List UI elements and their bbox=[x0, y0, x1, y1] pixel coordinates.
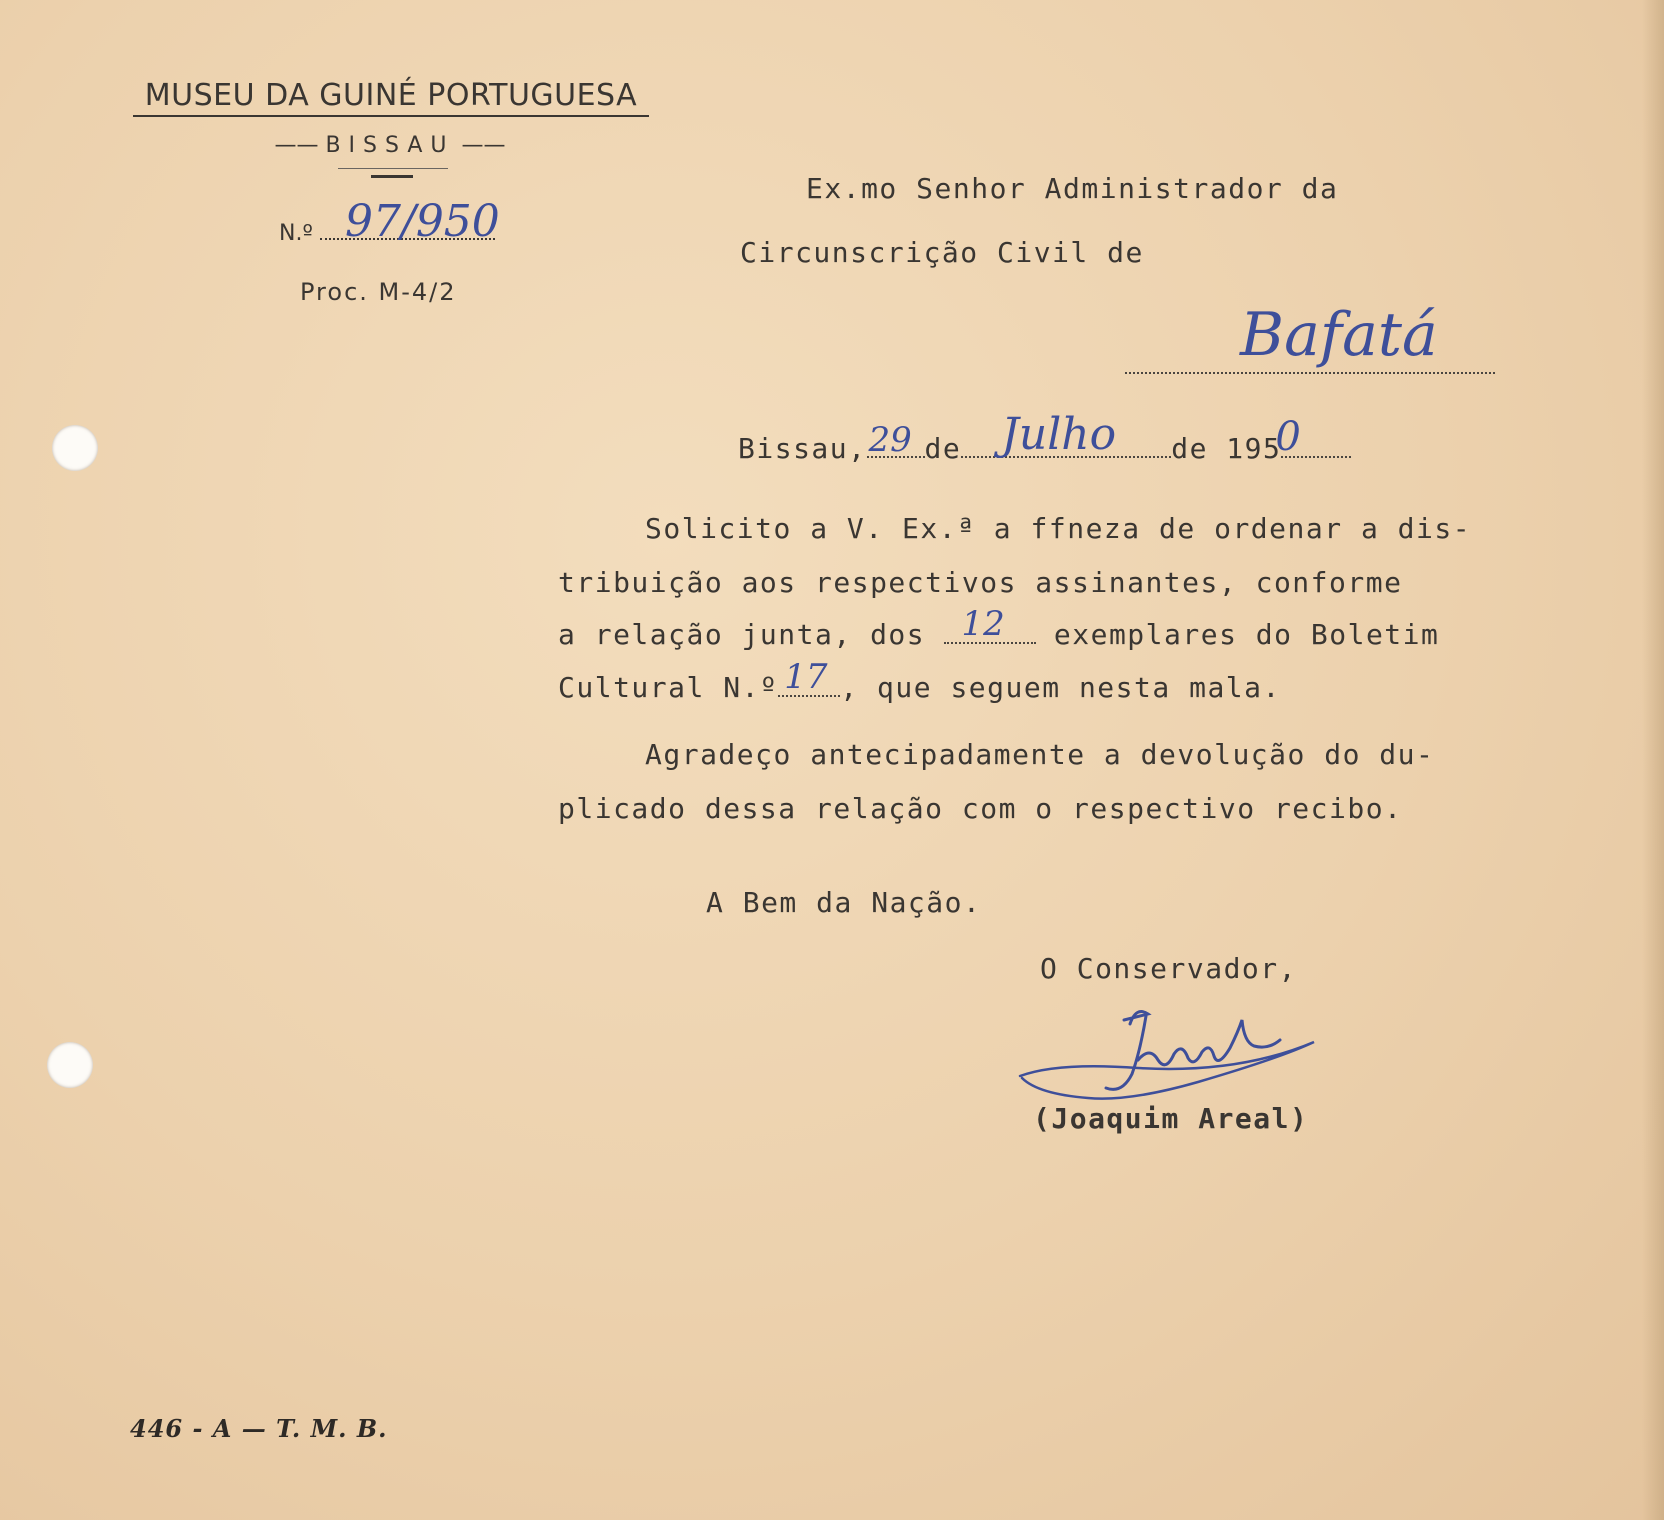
punch-hole-bottom bbox=[47, 1042, 93, 1088]
date-year-handwritten: 0 bbox=[1275, 414, 1301, 460]
copies-count-handwritten: 12 bbox=[961, 604, 1005, 644]
date-day-field bbox=[867, 420, 925, 460]
body-line-4-start: Cultural N.º bbox=[558, 671, 779, 704]
body-line-2: tribuição aos respectivos assinantes, conforme bbox=[558, 566, 1403, 599]
body-line-3-start: a relação junta, dos bbox=[558, 618, 926, 651]
letterhead-city: —— BISSAU —— bbox=[274, 133, 506, 158]
printer-code: 446 - A — T. M. B. bbox=[130, 1414, 388, 1443]
handwritten-signature bbox=[1018, 1002, 1318, 1112]
bulletin-number-field bbox=[778, 657, 840, 697]
letterhead-institution: MUSEU DA GUINÉ PORTUGUESA bbox=[133, 78, 649, 117]
process-reference: Proc. M-4/2 bbox=[300, 278, 457, 306]
copies-count-field bbox=[944, 604, 1036, 644]
body-para2-line-1: Agradeço antecipadamente a devolução do du- bbox=[645, 738, 1435, 771]
letterhead-city-text: BISSAU bbox=[325, 133, 455, 158]
addressee-place-handwritten: Bafatá bbox=[1240, 300, 1438, 370]
body-line-3 bbox=[558, 604, 1440, 651]
date-prefix: Bissau, bbox=[738, 432, 867, 465]
body-line-1: Solicito a V. Ex.ª a ffneza de ordenar a dis- bbox=[645, 512, 1472, 545]
punch-hole-top bbox=[52, 425, 98, 471]
body-line-4 bbox=[558, 657, 1281, 704]
closing-salutation: A Bem da Nação. bbox=[706, 886, 982, 919]
date-de-2: de 195 bbox=[1171, 432, 1282, 465]
body-line-3-end: exemplares do Boletim bbox=[1053, 618, 1440, 651]
body-line-4-end: , que seguem nesta mala. bbox=[840, 671, 1281, 704]
date-year-field bbox=[1275, 414, 1351, 460]
bulletin-number-handwritten: 17 bbox=[784, 657, 828, 697]
letterhead-rule bbox=[338, 168, 448, 169]
body-para2-line-2: plicado dessa relação com o respectivo recibo. bbox=[558, 792, 1403, 825]
number-label: N.º bbox=[279, 221, 313, 246]
date-line bbox=[738, 409, 1351, 465]
date-month-field bbox=[961, 409, 1171, 460]
letterhead-rule-short bbox=[371, 175, 413, 178]
signatory-name: (Joaquim Areal) bbox=[1033, 1102, 1309, 1135]
addressee-line-1: Ex.mo Senhor Administrador da bbox=[806, 172, 1339, 205]
date-month-handwritten: Julho bbox=[1001, 409, 1117, 460]
addressee-line-2: Circunscrição Civil de bbox=[740, 236, 1144, 269]
addressee-place-dotted-line bbox=[1125, 372, 1495, 374]
closing-role: O Conservador, bbox=[1040, 952, 1298, 985]
reference-number-handwritten: 97/950 bbox=[345, 196, 500, 247]
date-de-1: de bbox=[924, 432, 962, 465]
date-day-handwritten: 29 bbox=[868, 420, 912, 460]
paper-edge bbox=[1642, 0, 1664, 1520]
